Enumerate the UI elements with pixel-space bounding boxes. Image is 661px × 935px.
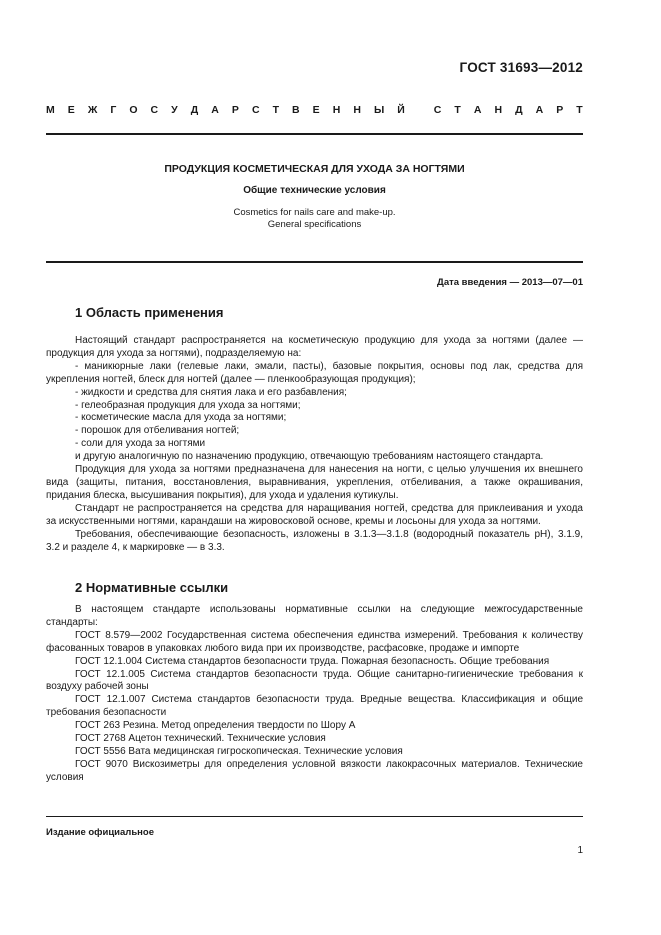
banner-letter: С	[433, 104, 442, 116]
section-1-paragraph: Стандарт не распространяется на средства для наращивания ногтей, средства для приклеивания и ухода за искусственными ногтями, карандаши на жировосковой основе, кремы и лосьоны для ухода за ногтями.	[46, 502, 583, 527]
reference-item: ГОСТ 8.579—2002 Государственная система обеспечения единства измерений. Требования к количеству фасованных товаров в упаковках любого вида при их производстве, расфасовке, продаже и импорте	[46, 629, 583, 654]
banner-letter: С	[251, 104, 260, 116]
banner-letter: В	[292, 104, 300, 116]
section-1-paragraph: Настоящий стандарт распространяется на косметическую продукцию для ухода за ногтями (далее — продукция для ухода за ногтями), подразделяемую на:	[46, 335, 583, 359]
banner-letter: М	[46, 104, 55, 116]
banner-letter: Н	[494, 104, 503, 116]
footer-rule	[46, 816, 583, 817]
banner-letter: Т	[454, 104, 461, 116]
english-title-line-2: General specifications	[267, 219, 362, 230]
banner-letter: У	[171, 104, 178, 116]
list-item: - маникюрные лаки (гелевые лаки, эмали, пасты), базовые покрытия, основы под лак, средства для укрепления ногтей, блеск для ногтей (далее — пленкообразующая продукция);	[46, 360, 583, 385]
reference-item: ГОСТ 9070 Вискозиметры для определения условной вязкости лакокрасочных материалов. Технические условия	[46, 758, 583, 783]
banner-letter: Н	[332, 104, 341, 116]
list-item: - жидкости и средства для снятия лака и его разбавления;	[75, 386, 347, 398]
banner-letter: Г	[110, 104, 117, 116]
banner-letter: Д	[515, 104, 523, 116]
section-1-heading: 1 Область применения	[75, 305, 224, 320]
reference-item: ГОСТ 263 Резина. Метод определения твердости по Шору А	[75, 720, 356, 732]
reference-item: ГОСТ 5556 Вата медицинская гигроскопическая. Технические условия	[75, 745, 403, 757]
list-item: и другую аналогичную по назначению продукцию, отвечающую требованиям настоящего стандарта.	[75, 451, 544, 463]
banner-letter: А	[211, 104, 219, 116]
document-subtitle: Общие технические условия	[243, 185, 386, 196]
banner-letter: Н	[353, 104, 361, 116]
banner-letter: А	[535, 104, 544, 116]
banner-letter: Ы	[373, 104, 385, 116]
section-2-paragraph: В настоящем стандарте использованы нормативные ссылки на следующие межгосударственные стандарты:	[46, 604, 583, 628]
section-1-paragraph: Требования, обеспечивающие безопасность, изложены в 3.1.3—3.1.8 (водородный показатель pH), 3.1.9, 3.2 и разделе 4, к маркировке — в 3.3.	[46, 528, 583, 553]
official-edition-label: Издание официальное	[46, 827, 154, 838]
interstate-standard-banner	[46, 104, 583, 116]
banner-gap	[418, 104, 421, 116]
reference-item: ГОСТ 12.1.007 Система стандартов безопасности труда. Вредные вещества. Классификация и общие требования безопасности	[46, 694, 583, 719]
banner-letter: Е	[67, 104, 75, 116]
banner-letter: Ж	[87, 104, 98, 116]
reference-item: ГОСТ 12.1.004 Система стандартов безопасности труда. Пожарная безопасность. Общие требования	[75, 655, 550, 667]
standard-code: ГОСТ 31693—2012	[459, 60, 583, 75]
english-title-line-1: Cosmetics for nails care and make-up.	[233, 207, 396, 218]
banner-letter: Е	[312, 104, 320, 116]
title-rule	[46, 261, 583, 263]
list-item: - соли для ухода за ногтями	[75, 438, 206, 450]
list-item: - гелеобразная продукция для ухода за ногтями;	[75, 399, 301, 411]
banner-letter: Р	[556, 104, 564, 116]
section-2	[46, 580, 583, 785]
banner-letter: О	[129, 104, 138, 116]
page-number: 1	[577, 845, 583, 856]
list-item: - косметические масла для ухода за ногтями;	[75, 412, 287, 424]
section-2-heading: 2 Нормативные ссылки	[75, 580, 229, 595]
banner-letter: А	[473, 104, 482, 116]
document-title: ПРОДУКЦИЯ КОСМЕТИЧЕСКАЯ ДЛЯ УХОДА ЗА НОГТЯМИ	[164, 163, 465, 175]
header-rule	[46, 133, 583, 135]
reference-item: ГОСТ 12.1.005 Система стандартов безопасности труда. Общие санитарно-гигиенические требования к воздуху рабочей зоны	[46, 668, 583, 693]
banner-letter: С	[150, 104, 159, 116]
list-item: - порошок для отбеливания ногтей;	[75, 425, 240, 437]
banner-letter: Р	[231, 104, 239, 116]
banner-letter: Т	[272, 104, 279, 116]
introduction-date: Дата введения — 2013—07—01	[437, 277, 583, 288]
english-title	[46, 207, 583, 231]
banner-letter: Т	[576, 104, 583, 116]
banner-letter: Й	[397, 104, 405, 116]
banner-letter: Д	[190, 104, 199, 116]
section-1-paragraph: Продукция для ухода за ногтями предназначена для нанесения на ногти, с целью улучшения их внешнего вида (защиты, питания, восстановления, выравнивания, укрепления, отбеливания, а также окрашивания, придания блеска, высушивания покрытия), для ухода и удаления кутикулы.	[46, 464, 583, 501]
section-1	[46, 305, 583, 554]
reference-item: ГОСТ 2768 Ацетон технический. Технические условия	[75, 733, 326, 745]
